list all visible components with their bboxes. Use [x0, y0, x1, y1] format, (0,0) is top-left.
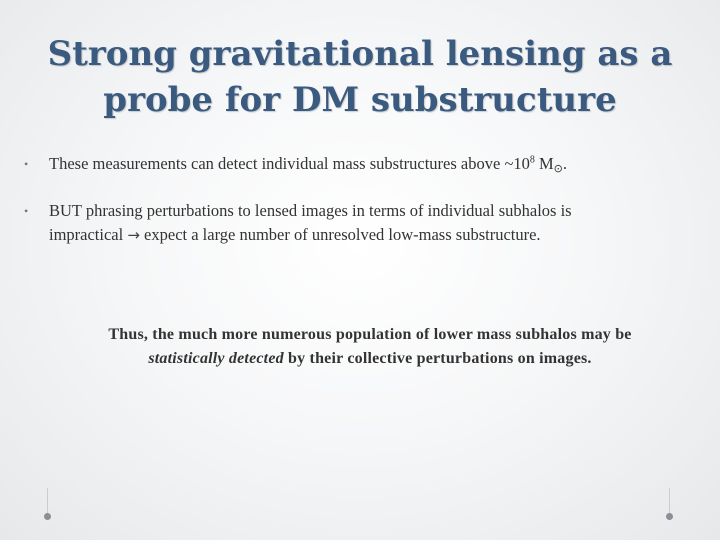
bullet-item-detection-limit: [24, 152, 694, 181]
bullet-item-impractical: [24, 199, 694, 247]
decorative-dot-right-icon: [666, 513, 673, 520]
decorative-line-left: [47, 488, 48, 514]
mass-unit: M: [534, 154, 554, 173]
summary-line-2-rest: by their collective perturbations on images.: [283, 350, 592, 367]
exponent: 8: [529, 154, 535, 166]
bullet-list: [24, 152, 694, 265]
slide-title-line-1: Strong gravitational lensing as a: [47, 33, 673, 74]
bullet-text-1-main: These measurements can detect individual mass substructures above ~10: [49, 154, 530, 173]
solar-mass-icon: ⊙: [553, 162, 563, 175]
bullet-text-2-line-2-start: impractical: [49, 225, 128, 244]
bullet-text-1-end: .: [562, 154, 568, 173]
bullet-text-2-line-2-end: expect a large number of unresolved low-mass substructure.: [139, 225, 541, 244]
bullet-dot-icon: •: [24, 157, 29, 171]
bullet-text-2-line-2: [49, 223, 694, 247]
summary-statement: [40, 323, 700, 371]
slide-title: [40, 31, 680, 123]
summary-line-1: Thus, the much more numerous population of lower mass subhalos may be: [108, 326, 632, 343]
slide-title-line-2: probe for DM substructure: [103, 79, 617, 120]
summary-line-2: [40, 347, 700, 371]
bullet-dot-icon: •: [24, 204, 29, 218]
decorative-line-right: [669, 488, 670, 514]
right-arrow-icon: →: [127, 226, 140, 244]
decorative-dot-left-icon: [44, 513, 51, 520]
bullet-text-1: [49, 154, 567, 173]
bullet-text-2-line-1: BUT phrasing perturbations to lensed images in terms of individual subhalos is: [49, 201, 572, 220]
summary-emphasis: statistically detected: [148, 350, 284, 367]
